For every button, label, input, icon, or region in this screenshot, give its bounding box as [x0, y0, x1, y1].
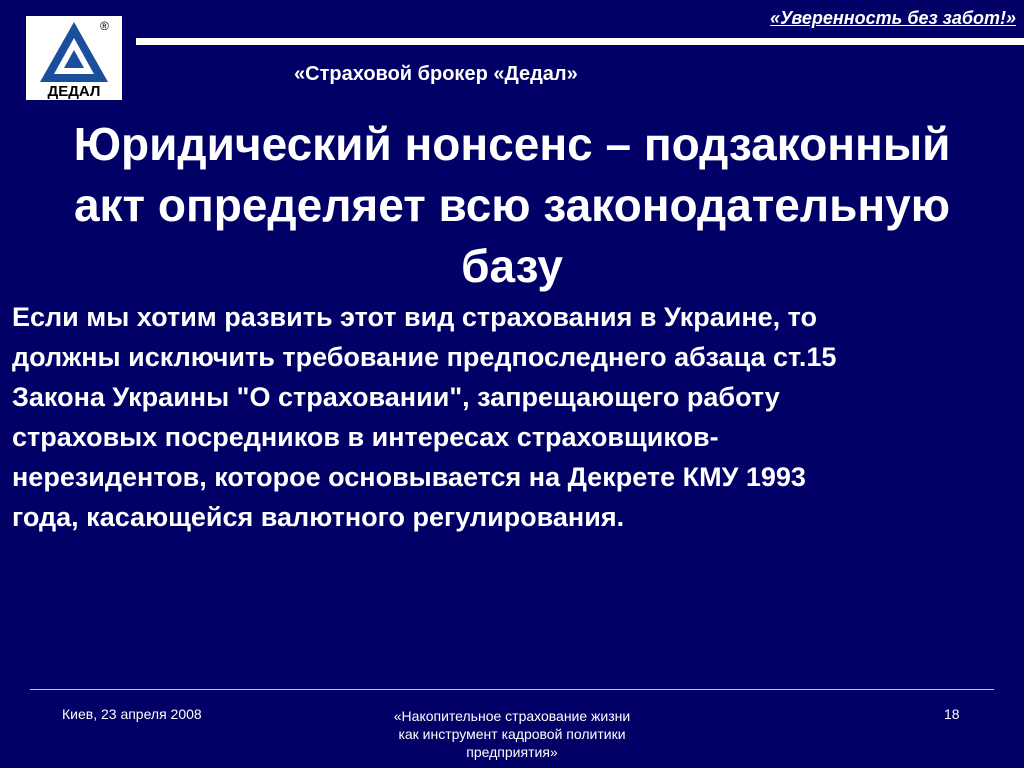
footer-title-line: «Накопительное страхование жизни	[393, 708, 631, 724]
title-line: акт определяет всю законодательную	[73, 179, 951, 231]
company-logo	[26, 16, 122, 100]
body-paragraph: Закона Украины "О страховании", запрещающего работу	[12, 382, 780, 412]
footer-title-line: как инструмент кадровой политики	[398, 726, 626, 742]
brand-name: «Страховой брокер «Дедал»	[294, 63, 578, 85]
body-paragraph: страховых посредников в интересах страховщиков-	[12, 422, 719, 452]
footer-title-line: предприятия»	[466, 744, 558, 760]
registered-mark: ®	[100, 19, 109, 33]
motto-link[interactable]: «Уверенность без забот!»	[770, 8, 1016, 28]
body-paragraph: года, касающейся валютного регулирования.	[12, 502, 625, 532]
slide-body	[12, 300, 1012, 540]
header-divider	[136, 38, 1024, 45]
slide-title	[0, 114, 1024, 297]
footer-date: Киев, 23 апреля 2008	[62, 706, 202, 722]
body-paragraph: Если мы хотим развить этот вид страхования в Украине, то	[12, 302, 818, 332]
footer-divider	[30, 689, 994, 690]
body-paragraph: нерезидентов, которое основывается на Декрете КМУ 1993	[12, 462, 806, 492]
logo-wordmark: ДЕДАЛ	[47, 83, 101, 100]
body-paragraph: должны исключить требование предпоследнего абзаца ст.15	[12, 342, 837, 372]
page-number: 18	[944, 706, 960, 722]
title-line: Юридический нонсенс – подзаконный	[73, 118, 951, 170]
title-line: базу	[461, 240, 563, 292]
footer-presentation-title	[352, 707, 672, 761]
